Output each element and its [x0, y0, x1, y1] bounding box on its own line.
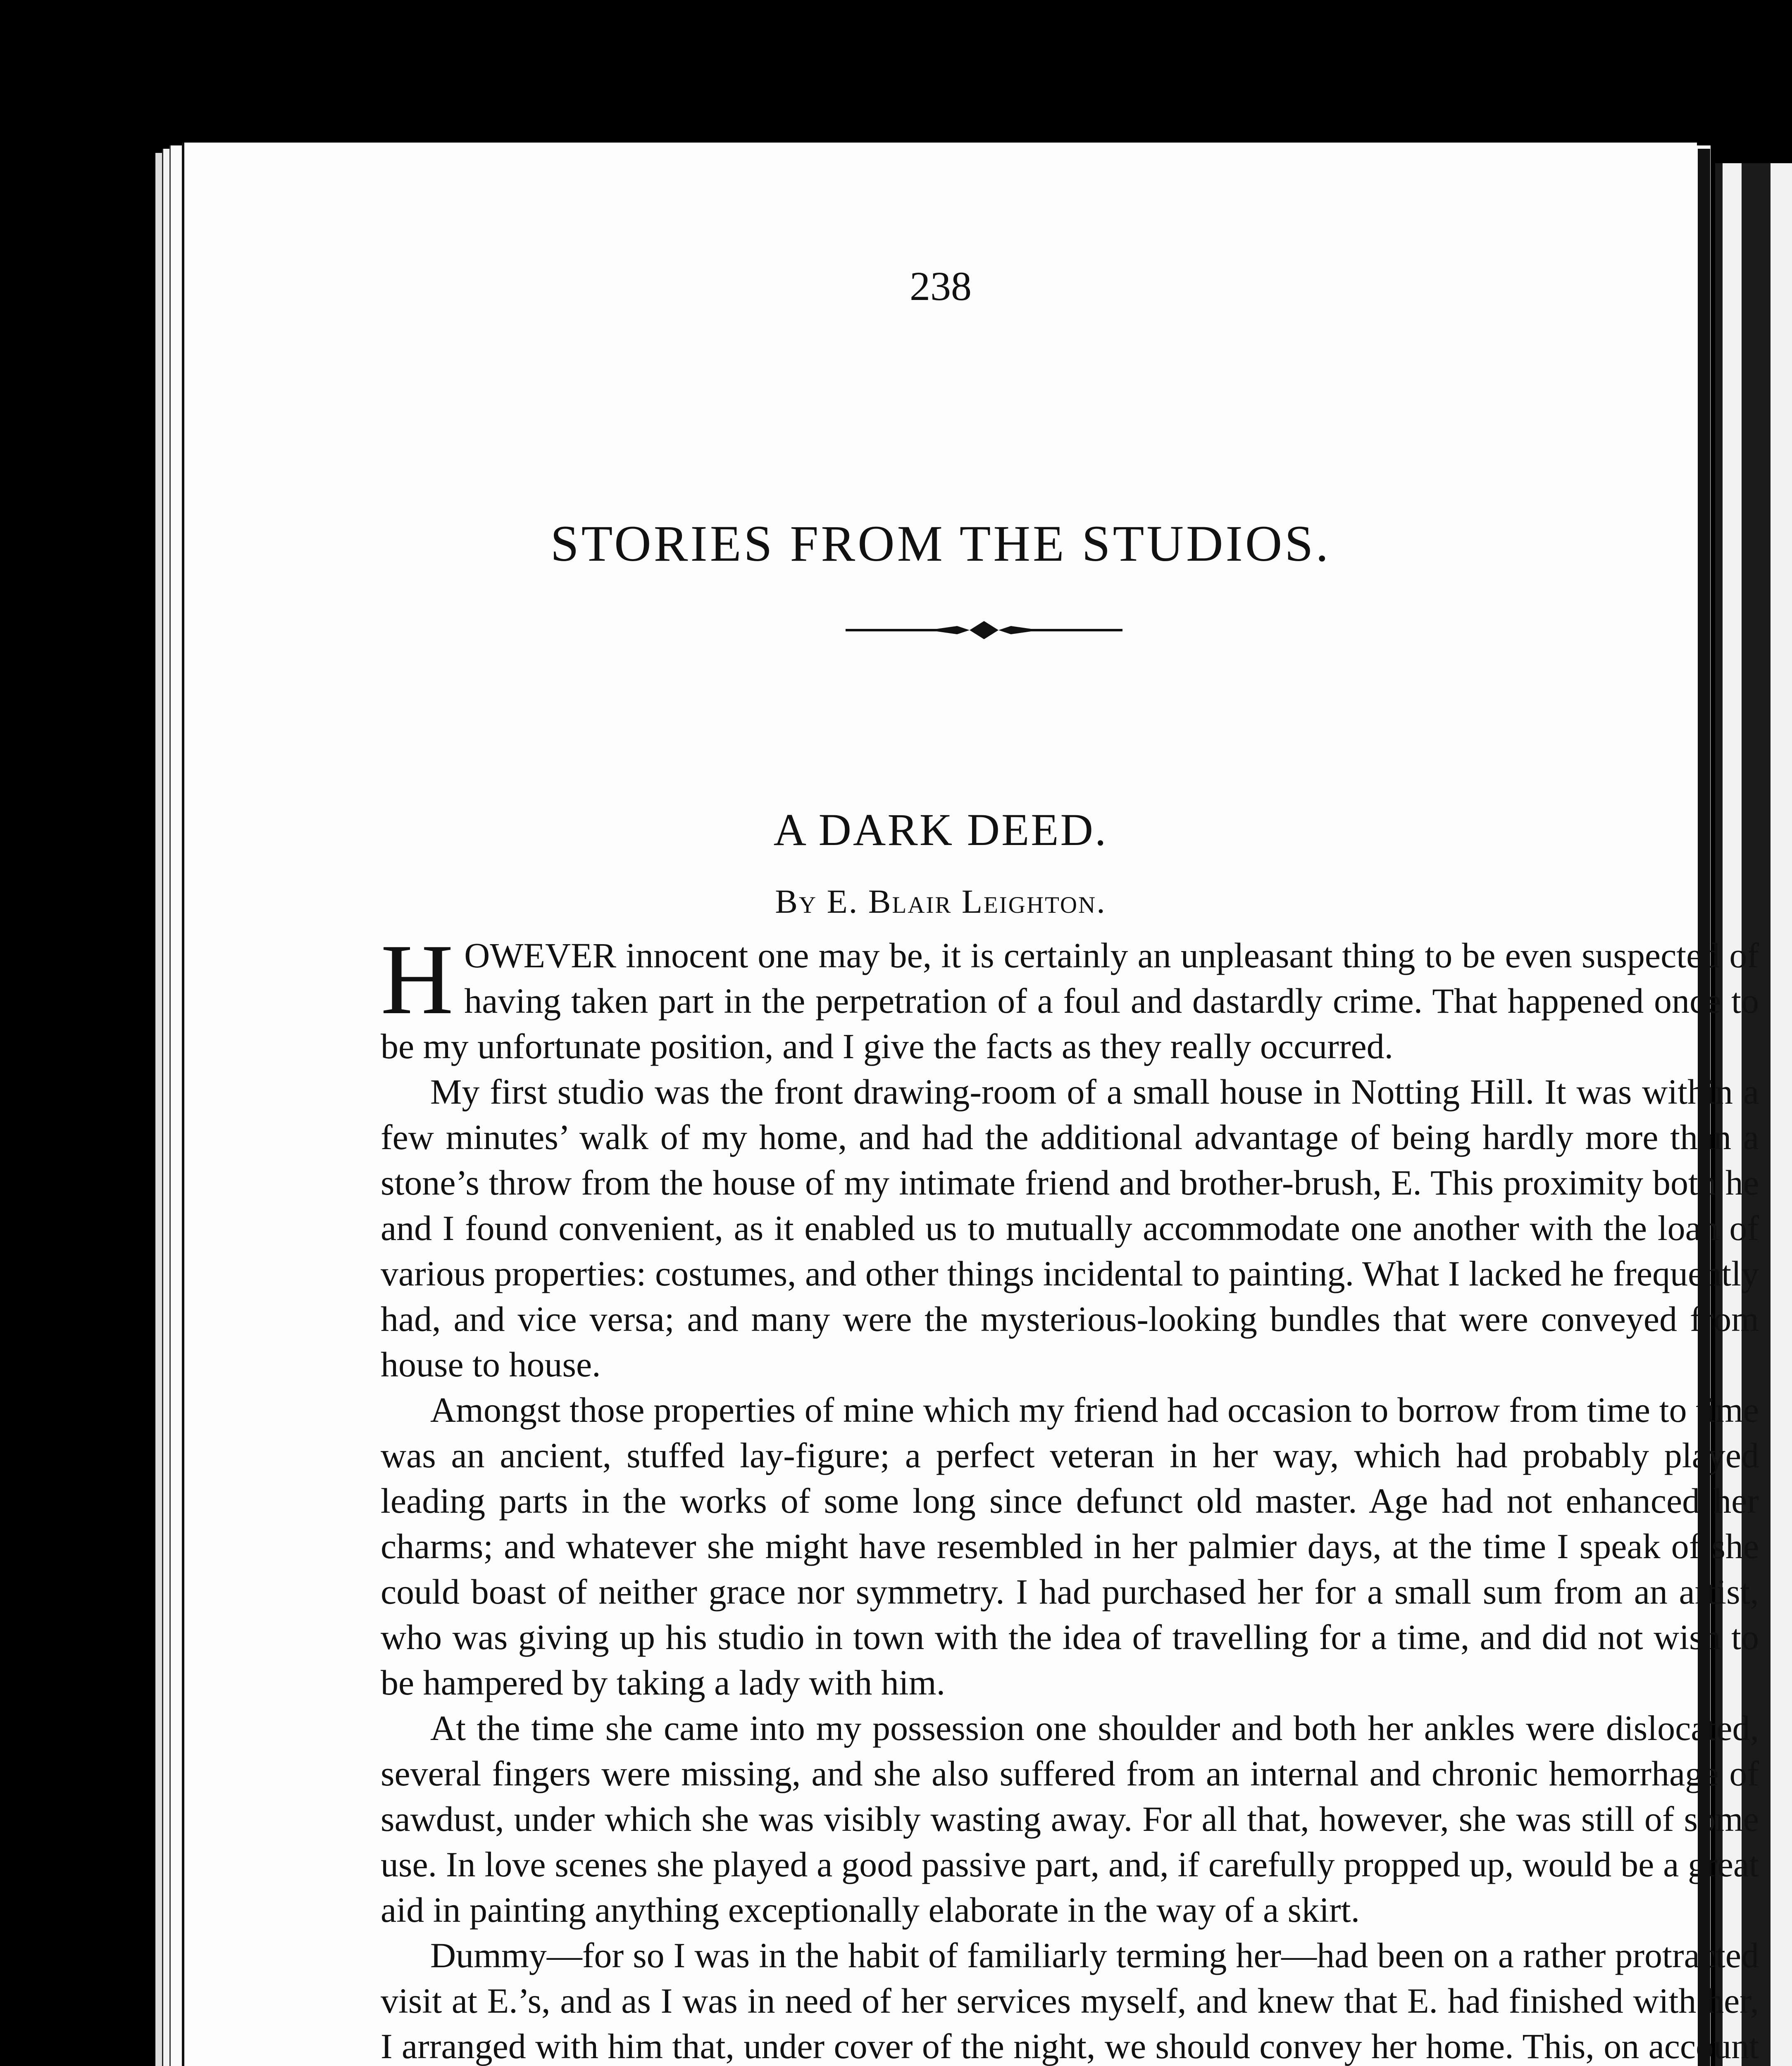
story-title: A DARK DEED. — [773, 805, 1108, 855]
paragraph: Amongst those properties of mine which my friend had occasion to borrow from time to time was an ancient, stuffed lay-figure; a perfect veteran in her way, which had probably played leading parts in the works of some long since defunct old master. Age had not enhanced her charms; and whatever she might have resembled in her palmier days, at the time I speak of she could boast of neither grace nor symmetry. I had purchased her for a small sum from an artist, who was giving up his studio in town with the idea of travelling for a time, and did not wish to be hampered by taking a lady with him. — [381, 1390, 1759, 1702]
article-body — [381, 924, 1759, 2066]
paragraph — [381, 924, 1759, 1069]
book-page — [182, 143, 1759, 2066]
paragraph: Dummy—for so I was in the habit of familiarly terming her—had been on a rather protracted visit at E.’s, and as I was in need of her services myself, and knew that E. had finished with her, I arranged with him that, under cover of the night, we should convey her home. This, on account — [381, 1935, 1759, 2066]
title-ornament — [846, 614, 1122, 647]
paragraph: At the time she came into my possession one shoulder and both her ankles were dislocated, several fingers were missing, and she also suffered from an internal and chronic hemorrhage of sawdust, under which she was visibly wasting away. For all that, however, she was still of some use. In love scenes she played a good passive part, and, if carefully propped up, would be a great aid in painting anything exceptionally elaborate in the way of a skirt. — [381, 1708, 1759, 1930]
page-title: STORIES FROM THE STUDIOS. — [550, 515, 1331, 572]
paragraph: My first studio was the front drawing-room of a small house in Notting Hill. It was within a few minutes’ walk of my home, and had the additional advantage of being hardly more than a stone’s throw from the house of my intimate friend and brother-brush, E. This proximity both he and I found convenient, as it enabled us to mutually accommodate one another with the loan of various properties: costumes, and other things incidental to painting. What I lacked he frequently had, and vice versa; and many were the mysterious-looking bundles that were conveyed from house to house. — [381, 1072, 1759, 1384]
page-number: 238 — [910, 263, 972, 309]
drop-cap: H — [381, 924, 454, 1035]
paragraph-text: OWEVER innocent one may be, it is certainly an unpleasant thing to be even suspected of having taken part in the perpetration of a foul and dastardly crime. That happened once to be my unfortunate position, and I give the facts as they really occurred. — [381, 935, 1759, 1066]
byline: By E. Blair Leighton. — [775, 883, 1106, 920]
